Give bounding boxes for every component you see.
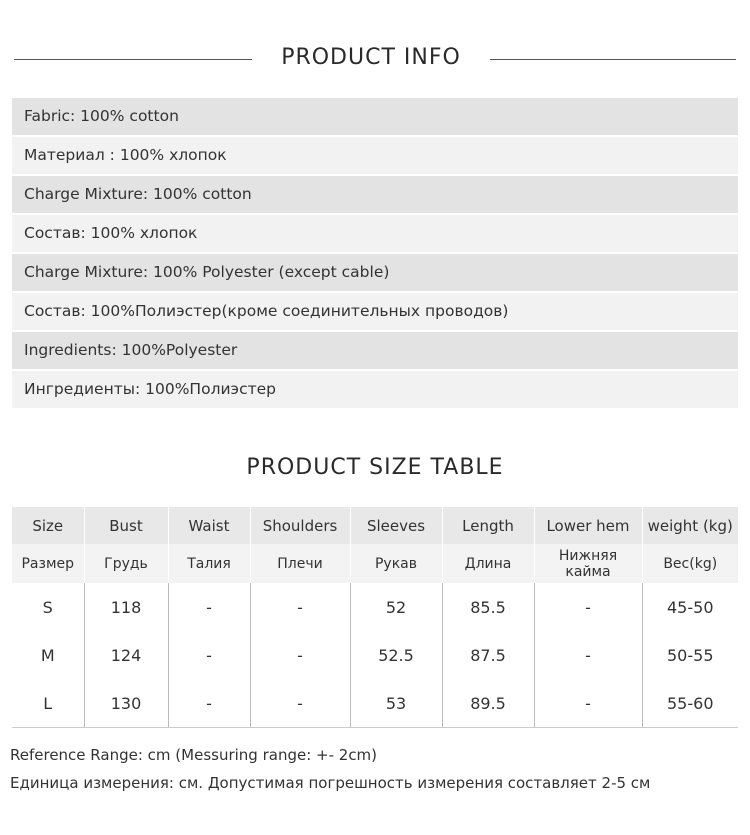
table-cell: 130 [84, 679, 168, 728]
title-divider-left [14, 59, 252, 60]
header-cell: Плечи [250, 544, 350, 583]
header-cell: Waist [168, 507, 250, 544]
table-cell: 50-55 [642, 631, 738, 679]
table-cell: - [168, 583, 250, 631]
table-cell: 52.5 [350, 631, 442, 679]
title-divider-right [490, 59, 736, 60]
table-cell: M [40, 645, 55, 665]
info-row: Charge Mixture: 100% Polyester (except cable) [12, 254, 738, 291]
measurement-unit-note: Единица измерения: см. Допустимая погрешность измерения составляет 2-5 см [10, 774, 651, 792]
header-cell: Размер [12, 544, 84, 583]
header-cell: Длина [442, 544, 534, 583]
header-cell: Lower hem [534, 507, 642, 544]
table-cell: 87.5 [442, 631, 534, 679]
table-cell: - [168, 631, 250, 679]
table-cell: 53 [350, 679, 442, 728]
header-row-ru [12, 544, 738, 583]
table-cell: 124 [84, 631, 168, 679]
info-row: Fabric: 100% cotton [12, 98, 738, 135]
info-row: Ингредиенты: 100%Полиэстер [12, 371, 738, 408]
header-cell: Нижняя кайма [534, 544, 642, 583]
table-cell: - [250, 631, 350, 679]
product-info-list [12, 98, 738, 408]
info-row: Ingredients: 100%Polyester [12, 332, 738, 369]
table-cell: 89.5 [442, 679, 534, 728]
info-row: Charge Mixture: 100% cotton [12, 176, 738, 213]
header-cell: Талия [168, 544, 250, 583]
header-cell: Size [12, 507, 84, 544]
table-cell: - [534, 583, 642, 631]
reference-range-note: Reference Range: cm (Messuring range: +- 2cm) [10, 746, 378, 764]
table-cell: - [250, 679, 350, 728]
size-table-title: PRODUCT SIZE TABLE [246, 455, 504, 480]
product-info-title: PRODUCT INFO [281, 45, 461, 70]
info-row: Состав: 100% хлопок [12, 215, 738, 252]
info-row: Материал : 100% хлопок [12, 137, 738, 174]
table-cell: L [12, 679, 84, 728]
header-cell: Length [442, 507, 534, 544]
header-cell: Sleeves [350, 507, 442, 544]
size-table [12, 507, 738, 728]
table-cell: 85.5 [442, 583, 534, 631]
table-row [12, 583, 738, 631]
table-cell: S [42, 597, 53, 617]
table-row [12, 631, 738, 679]
header-cell: Shoulders [250, 507, 350, 544]
header-row-en [12, 507, 738, 544]
table-row [12, 679, 738, 728]
header-cell: Грудь [84, 544, 168, 583]
table-cell: - [534, 631, 642, 679]
header-cell: Рукав [350, 544, 442, 583]
info-row: Состав: 100%Полиэстер(кроме соединительных проводов) [12, 293, 738, 330]
table-cell: 45-50 [642, 583, 738, 631]
header-cell: Вес(kg) [642, 544, 738, 583]
header-cell: weight (kg) [642, 507, 738, 544]
table-cell: 55-60 [642, 679, 738, 728]
table-cell: 52 [350, 583, 442, 631]
table-cell: 118 [84, 583, 168, 631]
table-cell: - [534, 679, 642, 728]
header-cell: Bust [84, 507, 168, 544]
table-cell: - [168, 679, 250, 728]
table-cell: - [250, 583, 350, 631]
